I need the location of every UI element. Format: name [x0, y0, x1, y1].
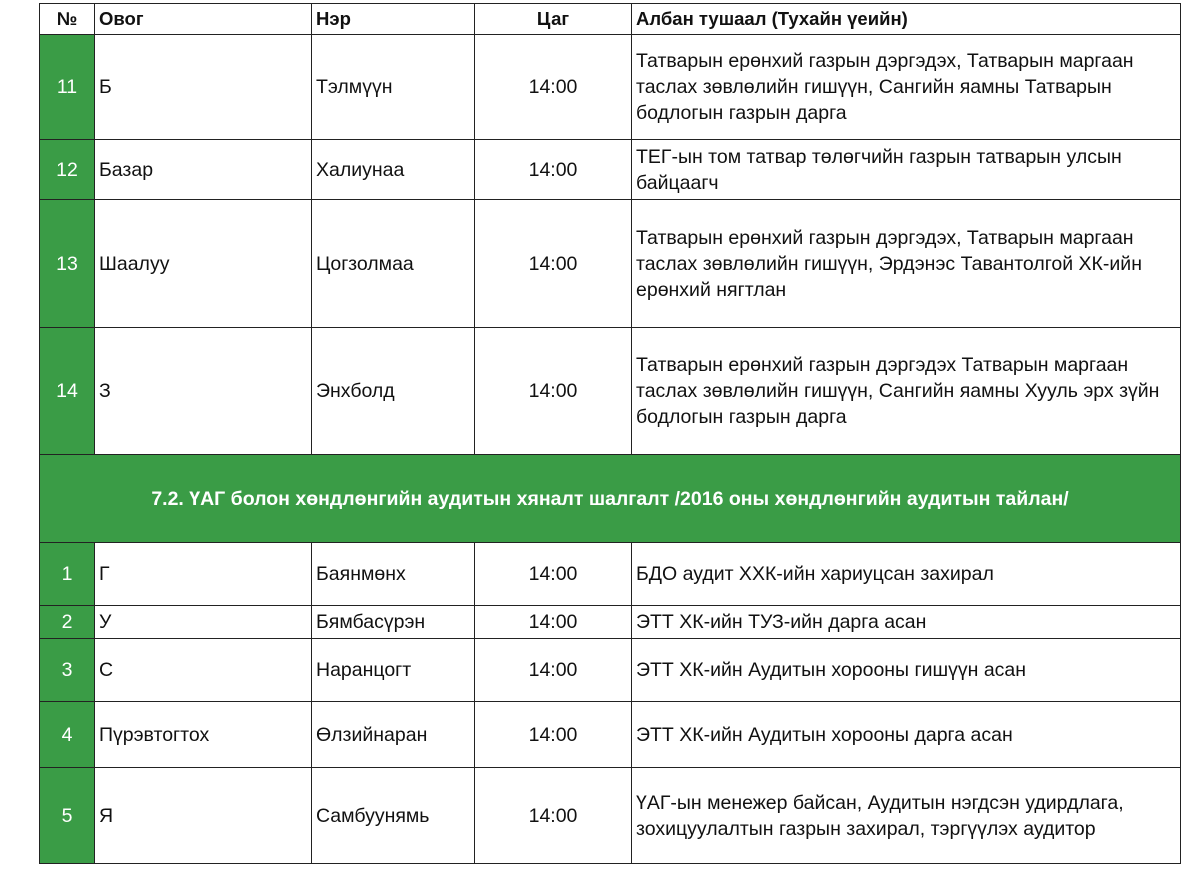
table-row	[40, 543, 1181, 606]
row-position: ЭТТ ХК-ийн ТУЗ-ийн дарга асан	[632, 606, 1181, 639]
row-name: Тэлмүүн	[312, 35, 475, 140]
row-surname: З	[95, 328, 312, 455]
row-num: 14	[40, 328, 95, 455]
row-time: 14:00	[475, 768, 632, 864]
row-position: БДО аудит ХХК-ийн хариуцсан захирал	[632, 543, 1181, 606]
row-position: ТЕГ-ын том татвар төлөгчийн газрын татварын улсын байцаагч	[632, 140, 1181, 200]
row-position: ЭТТ ХК-ийн Аудитын хорооны дарга асан	[632, 702, 1181, 768]
row-position: Татварын ерөнхий газрын дэргэдэх, Татварын маргаан таслах зөвлөлийн гишүүн, Сангийн яамны Татварын бодлогын газрын дарга	[632, 35, 1181, 140]
row-surname: С	[95, 639, 312, 702]
row-time: 14:00	[475, 606, 632, 639]
row-num: 11	[40, 35, 95, 140]
row-surname: Я	[95, 768, 312, 864]
section-title: 7.2. ҮАГ болон хөндлөнгийн аудитын хяналт шалгалт /2016 оны хөндлөнгийн аудитын тайлан/	[40, 455, 1181, 543]
row-time: 14:00	[475, 328, 632, 455]
row-time: 14:00	[475, 543, 632, 606]
table-row	[40, 35, 1181, 140]
header-position: Албан тушаал (Тухайн үеийн)	[632, 4, 1181, 35]
row-name: Халиунаа	[312, 140, 475, 200]
row-time: 14:00	[475, 200, 632, 328]
table-row	[40, 328, 1181, 455]
table-row	[40, 140, 1181, 200]
row-time: 14:00	[475, 702, 632, 768]
row-position: ЭТТ ХК-ийн Аудитын хорооны гишүүн асан	[632, 639, 1181, 702]
row-surname: Б	[95, 35, 312, 140]
row-num: 12	[40, 140, 95, 200]
row-surname: Пүрэвтогтох	[95, 702, 312, 768]
table-header-row	[40, 4, 1181, 35]
row-name: Энхболд	[312, 328, 475, 455]
header-time: Цаг	[475, 4, 632, 35]
section-header-row	[40, 455, 1181, 543]
header-name: Нэр	[312, 4, 475, 35]
row-num: 1	[40, 543, 95, 606]
row-position: Татварын ерөнхий газрын дэргэдэх, Татварын маргаан таслах зөвлөлийн гишүүн, Эрдэнэс Тавантолгой ХК-ийн ерөнхий нягтлан	[632, 200, 1181, 328]
row-time: 14:00	[475, 639, 632, 702]
row-num: 3	[40, 639, 95, 702]
header-num: №	[40, 4, 95, 35]
table-row	[40, 200, 1181, 328]
row-name: Цогзолмаа	[312, 200, 475, 328]
hearing-schedule-table	[39, 3, 1181, 864]
row-surname: У	[95, 606, 312, 639]
header-surname: Овог	[95, 4, 312, 35]
row-name: Наранцогт	[312, 639, 475, 702]
table-row	[40, 639, 1181, 702]
table-row	[40, 768, 1181, 864]
row-time: 14:00	[475, 35, 632, 140]
table-row	[40, 606, 1181, 639]
row-time: 14:00	[475, 140, 632, 200]
row-name: Самбуунямь	[312, 768, 475, 864]
row-num: 13	[40, 200, 95, 328]
row-position: ҮАГ-ын менежер байсан, Аудитын нэгдсэн удирдлага, зохицуулалтын газрын захирал, тэргүүлэх аудитор	[632, 768, 1181, 864]
row-name: Бямбасүрэн	[312, 606, 475, 639]
table-row	[40, 702, 1181, 768]
row-surname: Базар	[95, 140, 312, 200]
row-name: Баянмөнх	[312, 543, 475, 606]
row-num: 4	[40, 702, 95, 768]
row-surname: Шаалуу	[95, 200, 312, 328]
row-num: 5	[40, 768, 95, 864]
row-surname: Г	[95, 543, 312, 606]
row-position: Татварын ерөнхий газрын дэргэдэх Татварын маргаан таслах зөвлөлийн гишүүн, Сангийн яамны Хууль эрх зүйн бодлогын газрын дарга	[632, 328, 1181, 455]
row-name: Өлзийнаран	[312, 702, 475, 768]
row-num: 2	[40, 606, 95, 639]
